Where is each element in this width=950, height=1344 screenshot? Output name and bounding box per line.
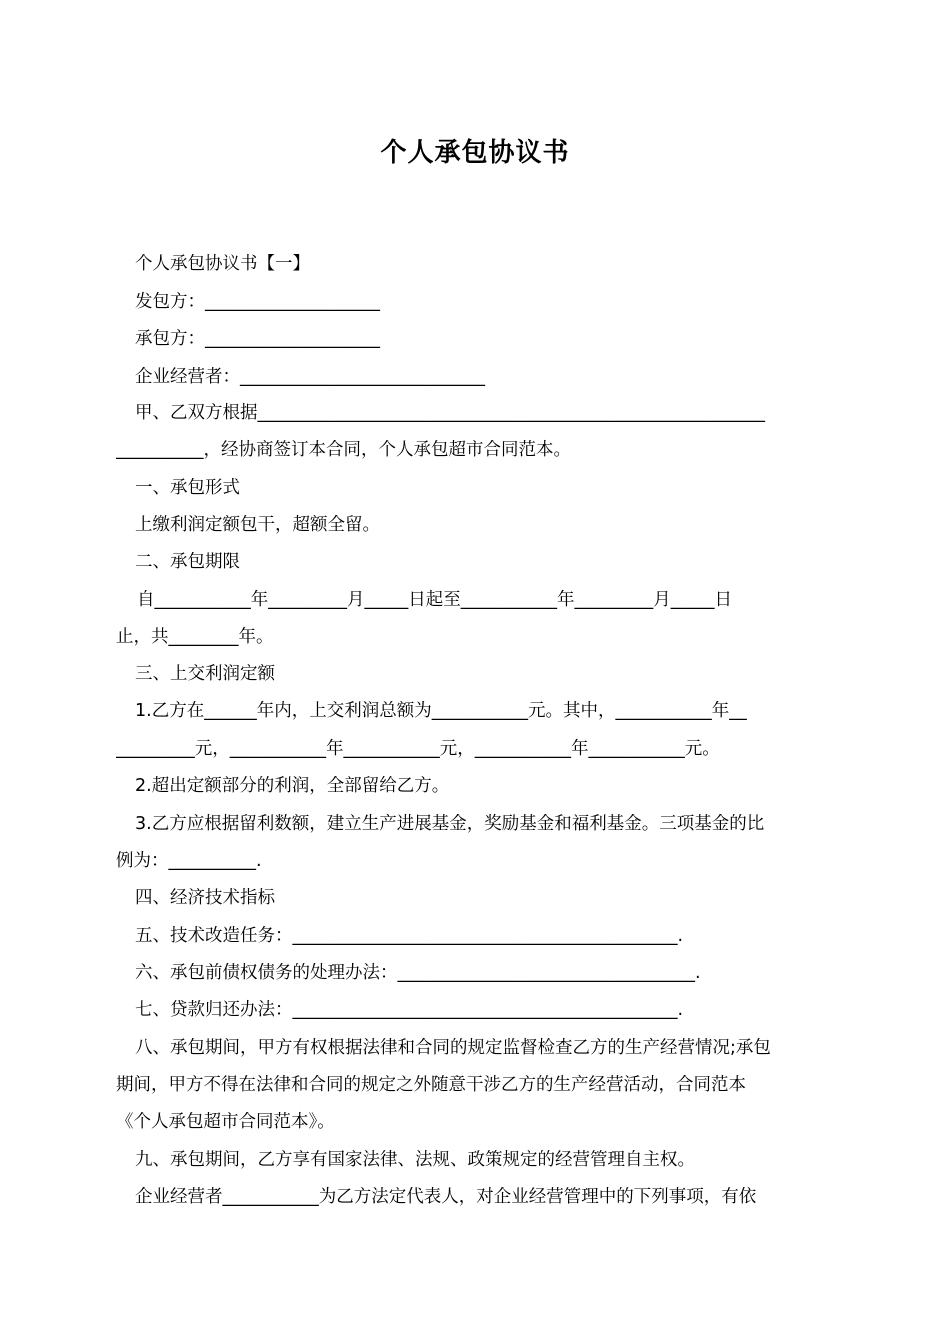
paragraph-line: 五、技术改造任务：____________________________________________.: [135, 926, 684, 946]
paragraph-line: __________，经协商签订本合同，个人承包超市合同范本。: [116, 440, 571, 460]
paragraph-line: 1.乙方在______年内，上交利润总额为___________元。其中，___________年__: [135, 701, 747, 721]
paragraph-line: 例为：__________.: [116, 851, 262, 871]
paragraph-line: 自___________年_________月_____日起至___________年_________月_____日: [137, 590, 732, 610]
paragraph-line: 3.乙方应根据留利数额，建立生产进展基金，奖励基金和福利基金。三项基金的比: [135, 814, 765, 834]
paragraph-line: 企业经营者：____________________________: [135, 367, 485, 387]
paragraph-line: 甲、乙双方根据__________________________________________________________: [135, 403, 765, 423]
paragraph-line: _________元，___________年___________元，___________年___________元。: [116, 739, 720, 759]
paragraph-line: 上缴利润定额包干，超额全留。: [135, 515, 380, 535]
paragraph-line: 期间，甲方不得在法律和合同的规定之外随意干涉乙方的生产经营活动，合同范本: [116, 1075, 746, 1095]
paragraph-line: 《个人承包超市合同范本》。: [116, 1112, 335, 1132]
paragraph-line: 发包方：____________________: [135, 292, 380, 312]
paragraph-line: 六、承包前债权债务的处理办法：__________________________________.: [135, 963, 701, 983]
paragraph-line: 九、承包期间，乙方享有国家法律、法规、政策规定的经营管理自主权。: [135, 1150, 695, 1170]
paragraph-line: 二、承包期限: [135, 552, 240, 572]
paragraph-line: 2.超出定额部分的利润，全部留给乙方。: [135, 776, 450, 796]
paragraph-line: 承包方：____________________: [135, 329, 380, 349]
section-heading: 个人承包协议书【一】: [135, 254, 310, 274]
paragraph-line: 四、经济技术指标: [135, 888, 275, 908]
paragraph-line: 三、上交利润定额: [135, 664, 275, 684]
paragraph-line: 七、贷款归还办法：____________________________________________.: [135, 1000, 684, 1020]
paragraph-line: 止，共________年。: [116, 627, 274, 647]
paragraph-line: 一、承包形式: [135, 478, 240, 498]
paragraph-line: 企业经营者___________为乙方法定代表人，对企业经营管理中的下列事项，有依: [135, 1187, 757, 1207]
document-title: 个人承包协议书: [380, 138, 570, 168]
paragraph-line: 八、承包期间，甲方有权根据法律和合同的规定监督检查乙方的生产经营情况;承包: [135, 1038, 771, 1058]
